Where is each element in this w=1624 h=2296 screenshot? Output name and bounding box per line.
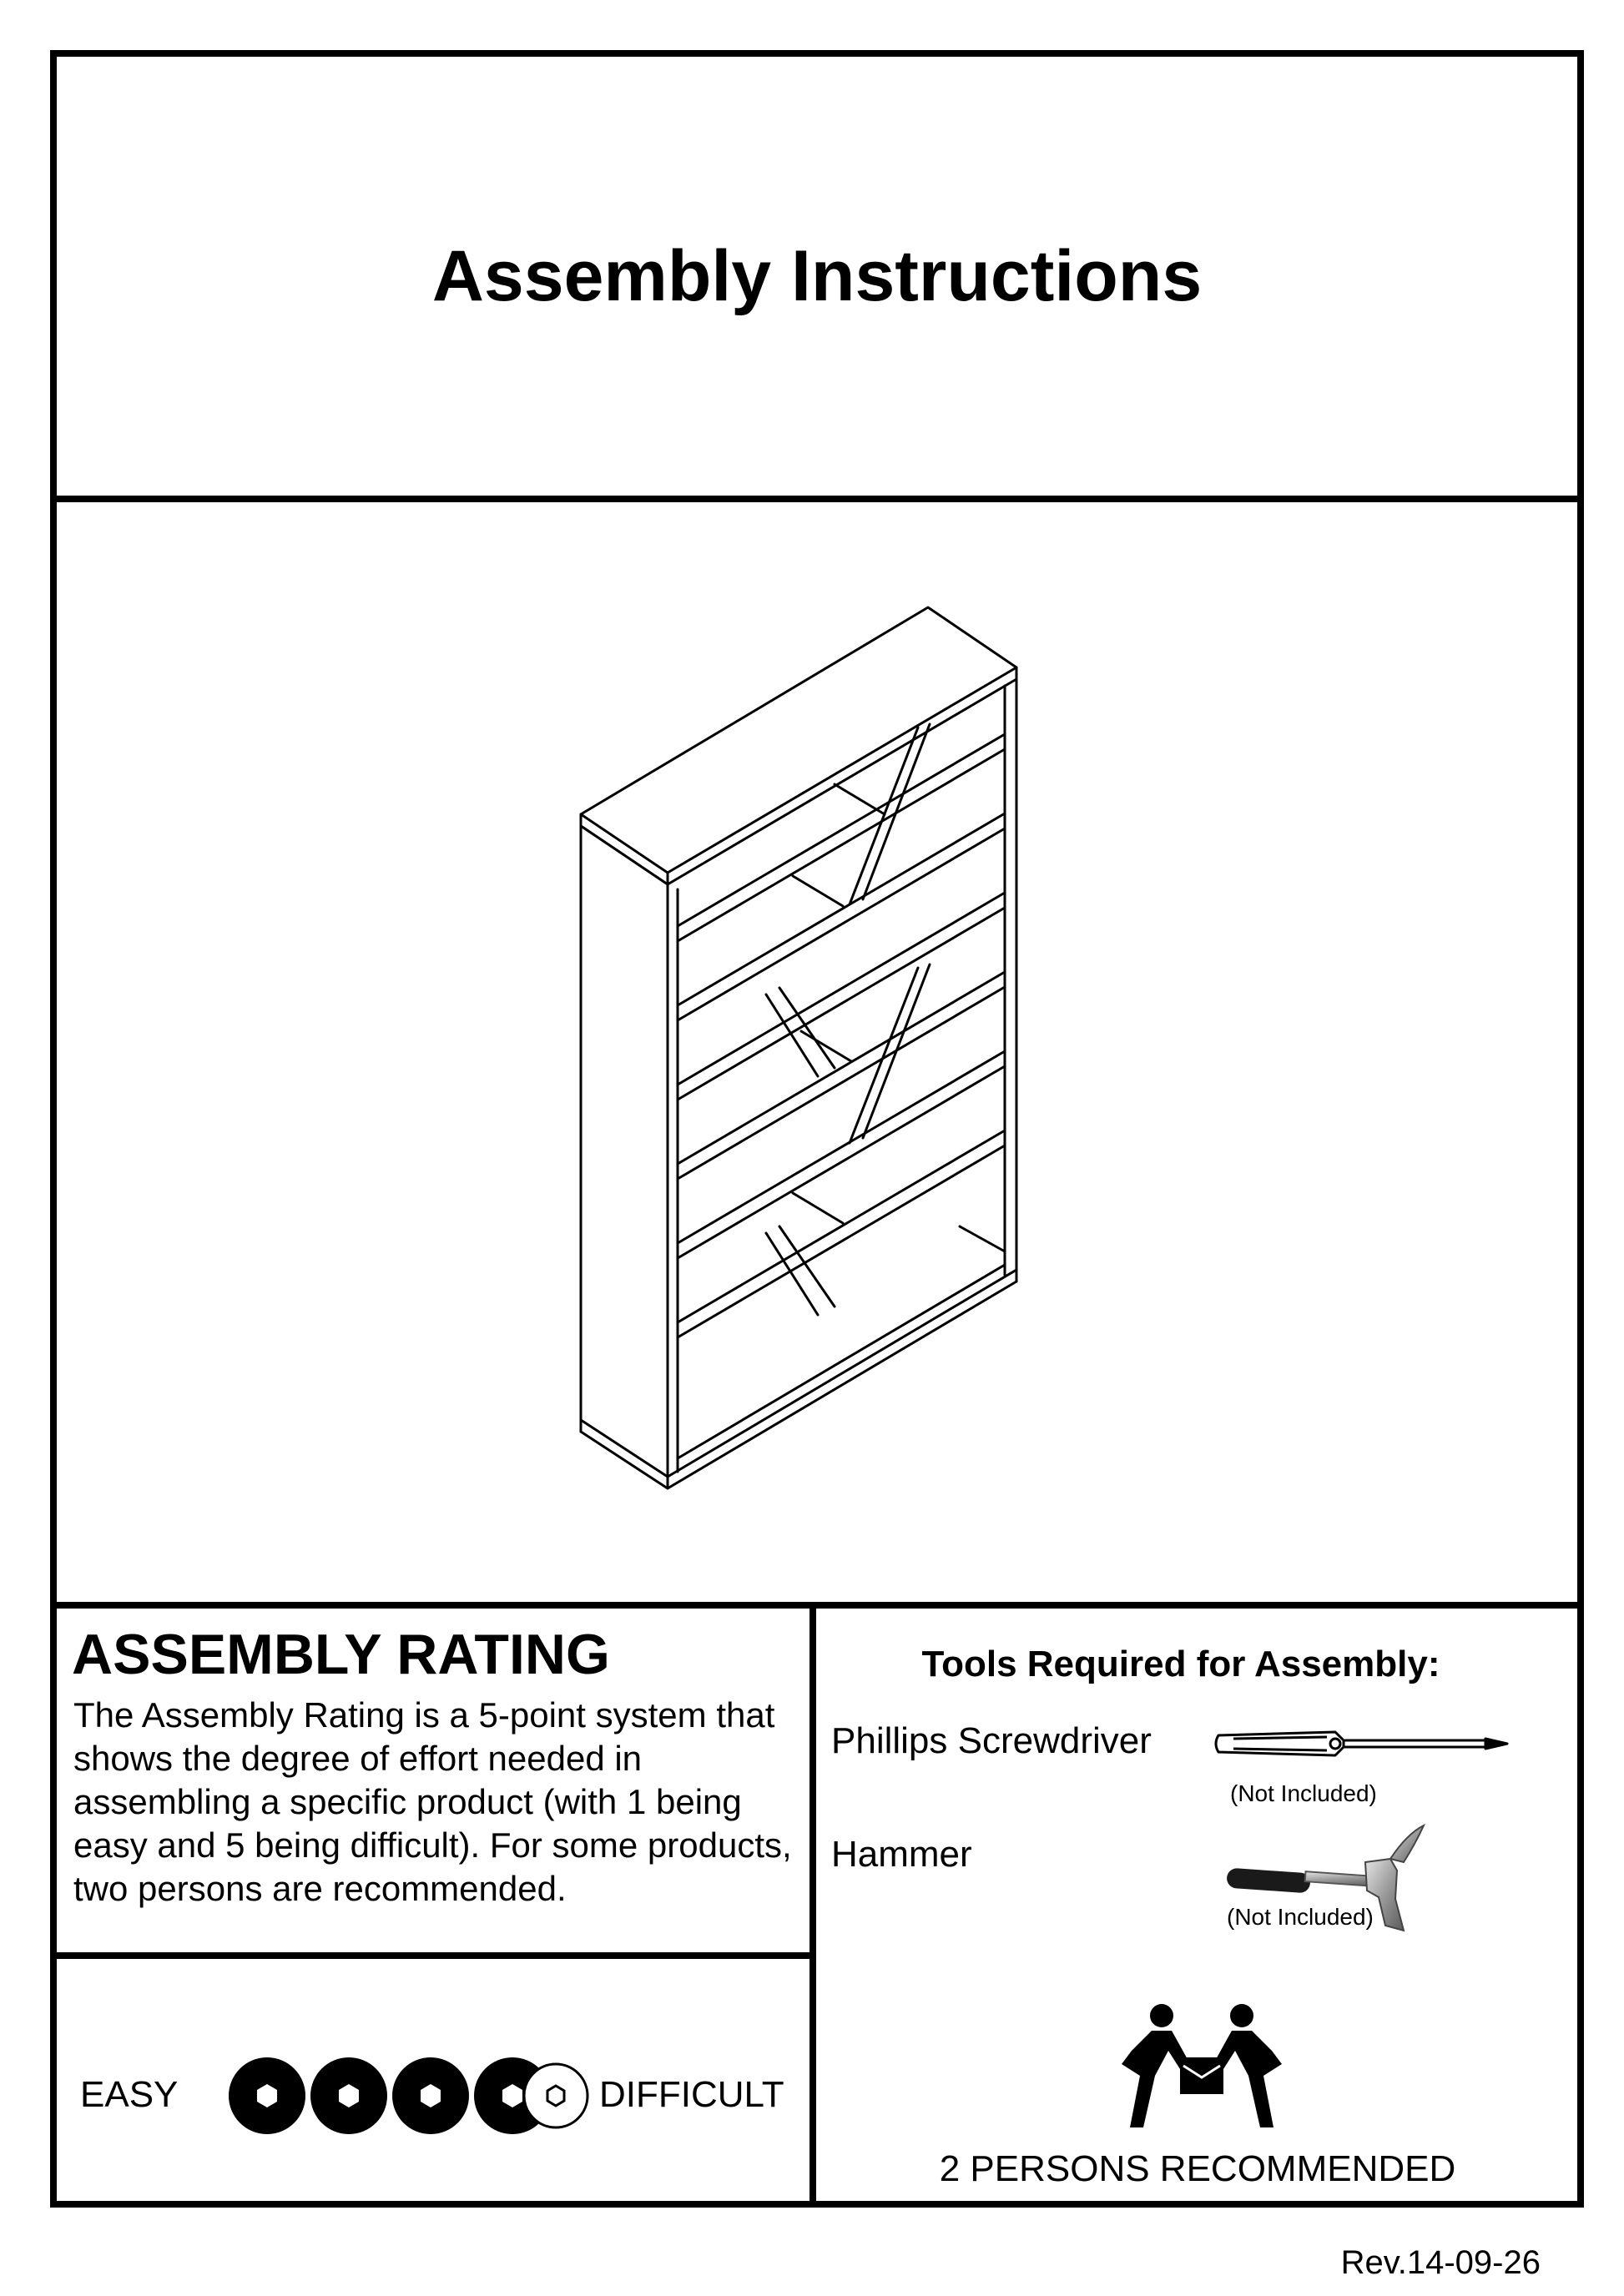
tool-name-screwdriver: Phillips Screwdriver bbox=[831, 1720, 1152, 1761]
column-divider bbox=[809, 1602, 816, 2208]
assembly-rating-title: ASSEMBLY RATING bbox=[72, 1623, 610, 1686]
header-divider bbox=[50, 496, 1584, 502]
revision-label: Rev.14-09-26 bbox=[1340, 2244, 1541, 2281]
easy-label: EASY bbox=[80, 2074, 179, 2115]
assembly-rating-description: The Assembly Rating is a 5-point system that shows the degree of effort needed in assembling a specific product (with 1 being easy and 5 being difficult). For some products, two persons are recommended. bbox=[73, 1695, 792, 1908]
rating-divider bbox=[50, 1952, 816, 1959]
two-persons-lifting-icon bbox=[1118, 2002, 1285, 2127]
tool-name-hammer: Hammer bbox=[831, 1834, 972, 1875]
rating-dot-filled-icon bbox=[229, 2057, 305, 2134]
page-title: Assembly Instructions bbox=[431, 235, 1203, 316]
rating-dot-filled-icon bbox=[392, 2057, 469, 2134]
info-divider bbox=[50, 1602, 1584, 1609]
persons-recommended-label: 2 PERSONS RECOMMENDED bbox=[939, 2148, 1456, 2189]
rating-dot-empty-icon bbox=[514, 2052, 598, 2144]
tool-note-screwdriver: (Not Included) bbox=[1230, 1780, 1377, 1806]
difficult-label: DIFFICULT bbox=[599, 2074, 784, 2115]
rating-dot-filled-icon bbox=[310, 2057, 387, 2134]
tool-note-hammer: (Not Included) bbox=[1227, 1904, 1374, 1930]
bookshelf-illustration bbox=[57, 502, 1577, 1602]
screwdriver-icon bbox=[1210, 1719, 1519, 1769]
tools-title: Tools Required for Assembly: bbox=[921, 1644, 1440, 1684]
assembly-rating-scale bbox=[80, 2052, 806, 2144]
hammer-icon bbox=[1218, 1819, 1452, 1952]
